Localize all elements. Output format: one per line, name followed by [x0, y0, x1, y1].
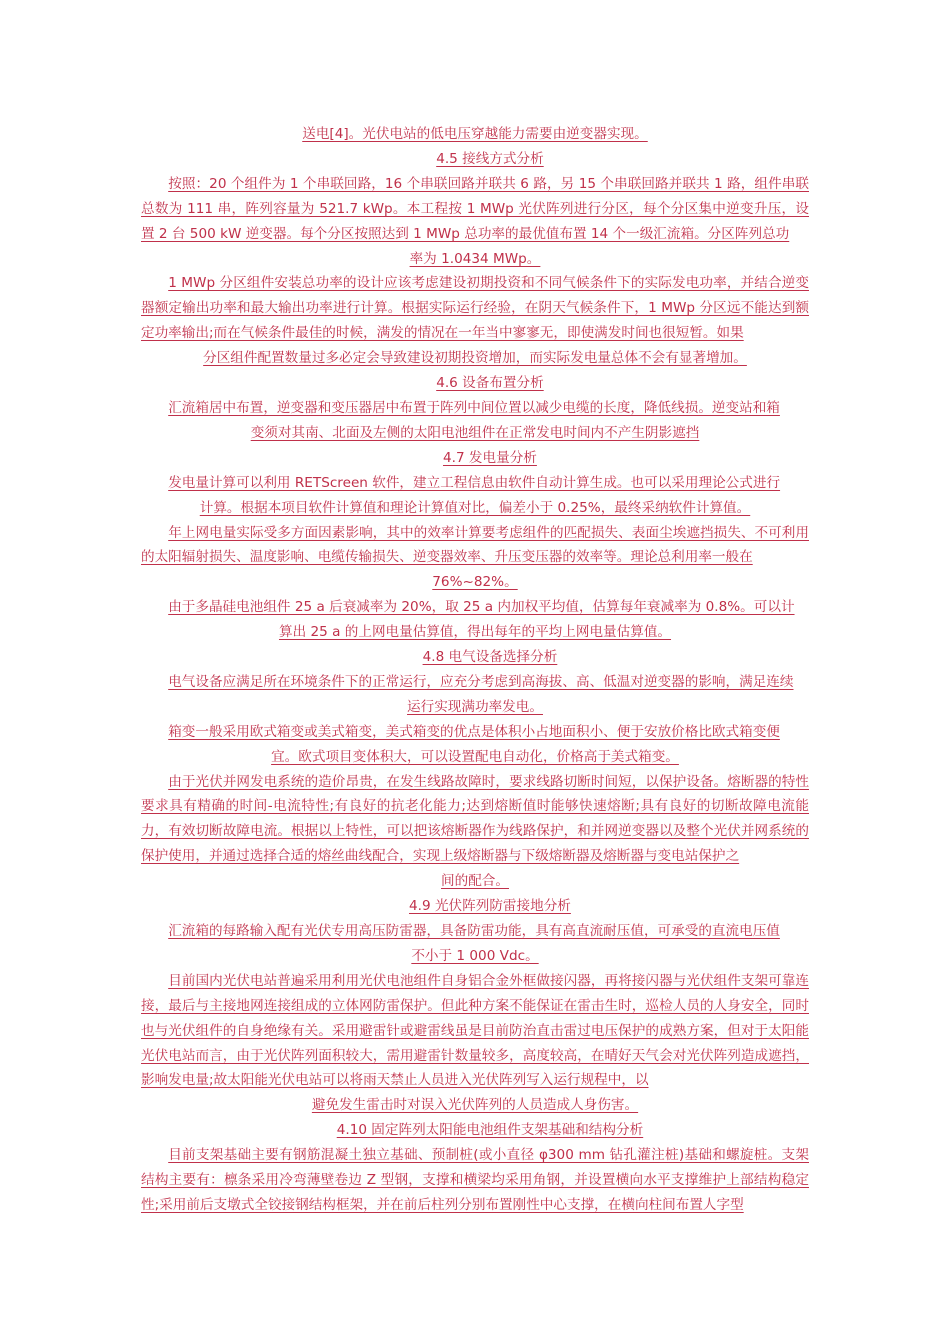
paragraph: 由于多晶硅电池组件 25 a 后衰减率为 20%，取 25 a 内加权平均值，估算每年衰减率为 0.8%。可以计	[168, 599, 795, 616]
heading-text: 4.7 发电量分析	[442, 449, 537, 466]
heading-text: 4.5 接线方式分析	[436, 150, 544, 167]
heading-text: 4.9 光伏阵列防雷接地分析	[409, 898, 571, 915]
paragraph: 电气设备应满足所在环境条件下的正常运行，应充分考虑到高海拔、高、低温对逆变器的影响，满足连续	[168, 673, 794, 690]
paragraph: 汇流箱的每路输入配有光伏专用高压防雷器，具备防雷功能，具有高直流耐压值，可承受的直流电压值	[168, 923, 780, 939]
heading-text: 4.10 固定阵列太阳能电池组件支架基础和结构分析	[336, 1122, 644, 1139]
paragraph-last-line: 分区组件配置数量过多必定会导致建设初期投资增加，而实际发电量总体不会有显著增加。	[203, 350, 747, 367]
section-heading-4-10	[141, 1118, 809, 1143]
section-heading-4-5	[141, 147, 809, 172]
paragraph-last-line: 间的配合。	[441, 873, 509, 890]
paragraph-last-line: 算出 25 a 的上网电量估算值，得出每年的平均上网电量估算值。	[278, 624, 672, 641]
paragraph-last-line: 运行实现满功率发电。	[407, 698, 543, 715]
paragraph-last-line: 计算。根据本项目软件计算值和理论计算值对比，偏差小于 0.25%，最终采纳软件计算值。	[199, 499, 751, 516]
paragraph: 目前支架基础主要有钢筋混凝土独立基础、预制桩(或小直径 φ300 mm 钻孔灌注桩)基础和螺旋桩。支架结构主要有：檩条采用冷弯薄壁卷边 Z 型钢，支撑和横梁均采用角钢，并设置横向水平支撑维护上部结构稳定性;采用前后支墩式全铰接钢结构框架，并在前后柱列分别布置刚性中心支撑，在横向柱间布置人字型	[141, 1147, 809, 1213]
paragraph: 按照：20 个组件为 1 个串联回路，16 个串联回路并联共 6 路，另 15 个串联回路并联共 1 路，组件串联总数为 111 串，阵列容量为 521.7 kWp。本工程按 1 MWp 光伏阵列进行分区，每个分区集中逆变升压，设置 2 台 500 kW 逆变器。每个分区按照达到 1 MWp 总功率的最优值布置 14 个一级汇流箱。分区阵列总功	[141, 175, 809, 242]
paragraph-line: 送电[4]。光伏电站的低电压穿越能力需要由逆变器实现。	[302, 126, 648, 142]
paragraph-last-line: 不小于 1 000 Vdc。	[411, 947, 539, 964]
section-heading-4-9	[141, 894, 809, 919]
paragraph: 目前国内光伏电站普遍采用利用光伏电池组件自身铝合金外框做接闪器，再将接闪器与光伏组件支架可靠连接，最后与主接地网连接组成的立体网防雷保护。但此种方案不能保证在雷击生时，巡检人员的人身安全，同时也与光伏组件的自身绝缘有关。采用避雷针或避雷线虽是目前防治直击雷过电压保护的成熟方案，但对于太阳能光伏电站而言，由于光伏阵列面积较大，需用避雷针数量较多，高度较高，在晴好天气会对光伏阵列造成遮挡，影响发电量;故太阳能光伏电站可以将雨天禁止人员进入光伏阵列写入运行规程中，以	[141, 972, 809, 1089]
paragraph: 箱变一般采用欧式箱变或美式箱变，美式箱变的优点是体积小占地面积小、便于安放价格比欧式箱变便	[168, 723, 780, 740]
paragraph-last-line: 避免发生雷击时对误入光伏阵列的人员造成人身伤害。	[311, 1097, 639, 1114]
heading-text: 4.6 设备布置分析	[436, 375, 544, 392]
paragraph-last-line: 率为 1.0434 MWp。	[409, 250, 541, 267]
section-heading-4-6	[141, 371, 809, 396]
section-heading-4-8	[141, 645, 809, 670]
heading-text: 4.8 电气设备选择分析	[422, 649, 558, 666]
section-heading-4-7	[141, 446, 809, 471]
paragraph: 由于光伏并网发电系统的造价昂贵，在发生线路故障时，要求线路切断时间短，以保护设备。熔断器的特性要求具有精确的时间-电流特性;有良好的抗老化能力;达到熔断值时能够快速熔断;具有良好的切断故障电流能力，有效切断故障电流。根据以上特性，可以把该熔断器作为线路保护，和并网逆变器以及整个光伏并网系统的保护使用，并通过选择合适的熔丝曲线配合，实现上级熔断器与下级熔断器及熔断器与变电站保护之	[141, 773, 809, 865]
paragraph: 汇流箱居中布置，逆变器和变压器居中布置于阵列中间位置以减少电缆的长度，降低线损。逆变站和箱	[168, 399, 780, 416]
paragraph: 发电量计算可以利用 RETScreen 软件，建立工程信息由软件自动计算生成。也可以采用理论公式进行	[168, 474, 781, 491]
paragraph-last-line: 变须对其南、北面及左侧的太阳电池组件在正常发电时间内不产生阴影遮挡	[250, 424, 700, 441]
paragraph: 1 MWp 分区组件安装总功率的设计应该考虑建设初期投资和不同气候条件下的实际发电功率，并结合逆变器额定输出功率和最大输出功率进行计算。根据实际运行经验，在阴天气候条件下，1 MWp 分区远不能达到额定功率输出;而在气候条件最佳的时候，满发的情况在一年当中寥寥无，即使满发时间也很短暂。如果	[141, 275, 809, 342]
document-body	[141, 122, 809, 1218]
paragraph: 年上网电量实际受多方面因素影响，其中的效率计算要考虑组件的匹配损失、表面尘埃遮挡损失、不可利用的太阳辐射损失、温度影响、电缆传输损失、逆变器效率、升压变压器的效率等。理论总利用率一般在	[141, 524, 809, 566]
paragraph-last-line: 76%~82%。	[432, 574, 518, 591]
paragraph-last-line: 宜。欧式项目变体积大，可以设置配电自动化，价格高于美式箱变。	[271, 748, 679, 765]
